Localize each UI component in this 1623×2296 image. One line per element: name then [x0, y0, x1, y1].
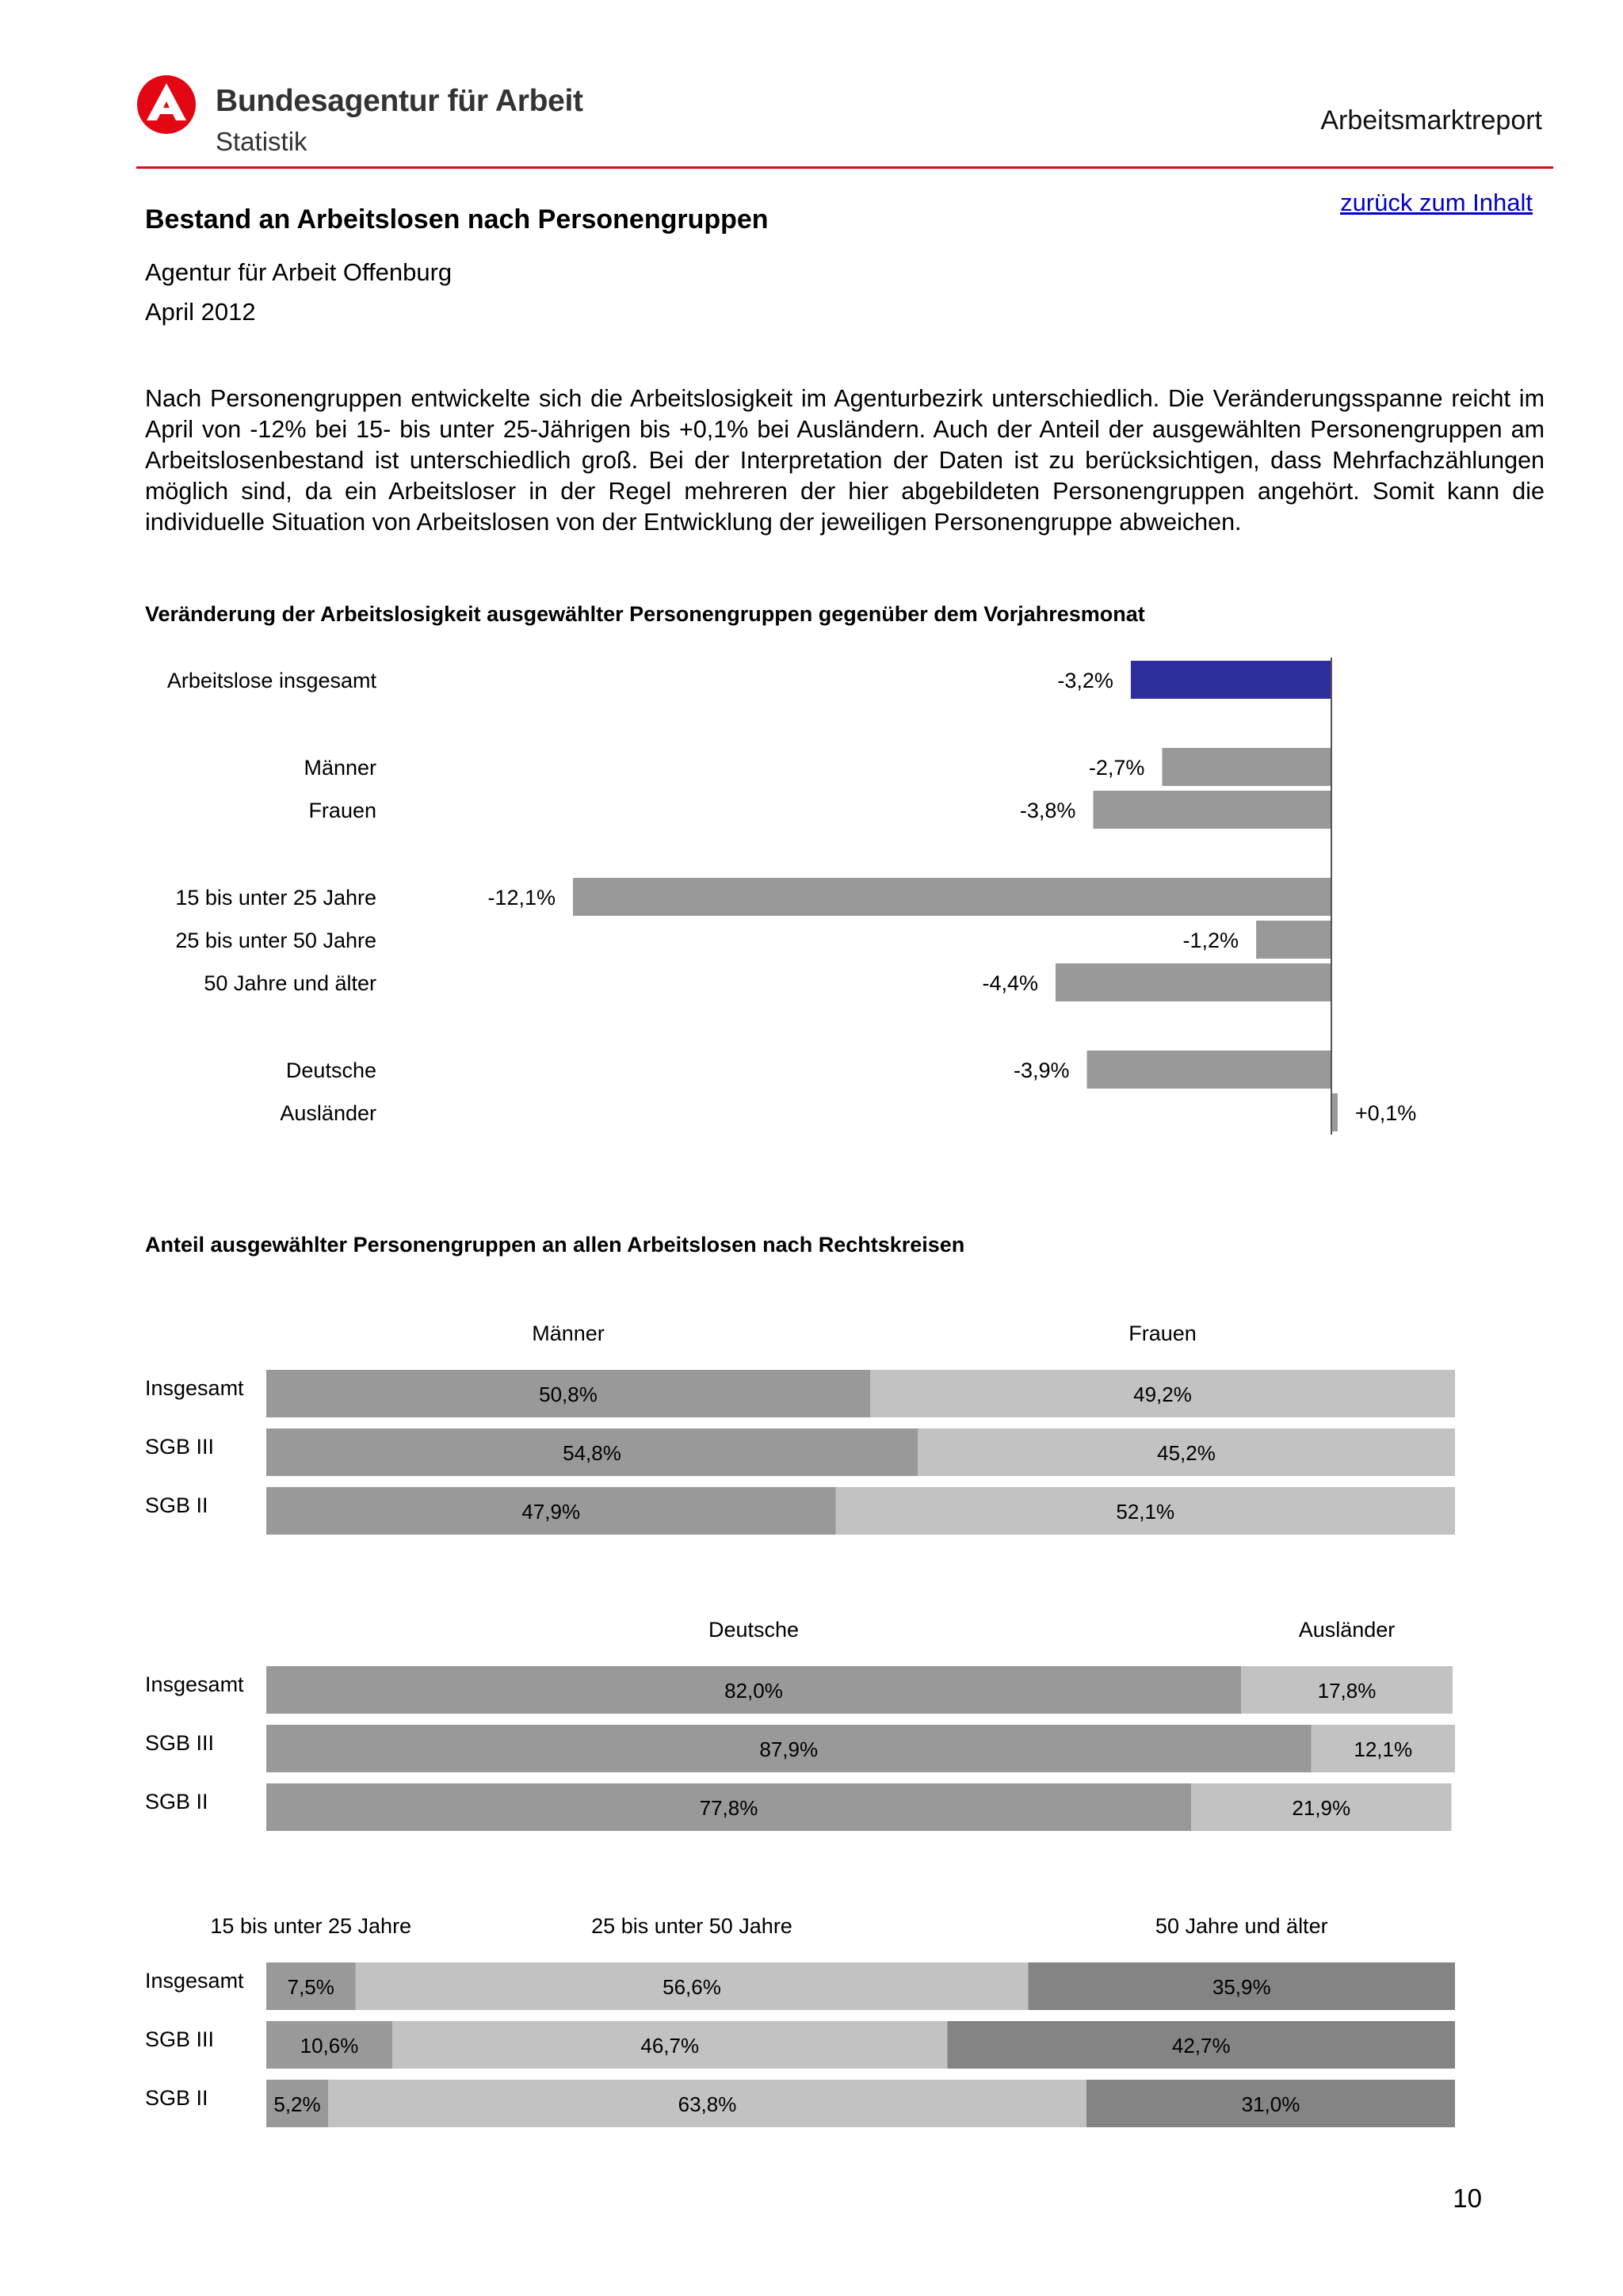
- series-label-deutsche: Deutsche: [708, 1618, 800, 1642]
- segment-label-deutsche-sgb-ii: 77,8%: [699, 1796, 758, 1820]
- series-label-auslaender: Ausländer: [1298, 1618, 1396, 1642]
- segment-label-maenner-insgesamt: 50,8%: [539, 1383, 598, 1406]
- bundesagentur-logo-icon: [136, 74, 197, 135]
- category-label-maenner: Männer: [304, 756, 376, 780]
- segment-label-maenner-sgb-ii: 47,9%: [521, 1500, 581, 1524]
- value-label-maenner: -2,7%: [1088, 756, 1145, 780]
- segment-label-50-jahre-und-aelter-sgb-iii: 42,7%: [1171, 2034, 1231, 2058]
- category-label-15-bis-unter-25-jahre: 15 bis unter 25 Jahre: [175, 886, 376, 910]
- segment-label-15-bis-unter-25-jahre-insgesamt: 7,5%: [287, 1975, 334, 1999]
- segment-label-auslaender-sgb-ii: 21,9%: [1292, 1796, 1351, 1820]
- category-label-frauen: Frauen: [308, 799, 376, 822]
- row-label-insgesamt: Insgesamt: [145, 1969, 244, 1993]
- row-label-sgb-iii: SGB III: [145, 2027, 215, 2051]
- segment-label-15-bis-unter-25-jahre-sgb-iii: 10,6%: [300, 2034, 359, 2058]
- segment-label-auslaender-sgb-iii: 12,1%: [1354, 1737, 1413, 1761]
- segment-label-frauen-sgb-iii: 45,2%: [1157, 1441, 1216, 1465]
- segment-label-25-bis-unter-50-jahre-sgb-ii: 63,8%: [678, 2092, 737, 2116]
- value-label-15-bis-unter-25-jahre: -12,1%: [487, 886, 556, 910]
- bar-auslaender: [1331, 1093, 1338, 1131]
- category-label-25-bis-unter-50-jahre: 25 bis unter 50 Jahre: [175, 929, 376, 952]
- page-title: Bestand an Arbeitslosen nach Personengruppen: [145, 204, 769, 235]
- change-bar-chart: [0, 650, 1623, 1220]
- value-label-25-bis-unter-50-jahre: -1,2%: [1182, 929, 1239, 952]
- segment-label-50-jahre-und-aelter-insgesamt: 35,9%: [1212, 1975, 1271, 1999]
- page-number: 10: [1453, 2183, 1482, 2213]
- series-label-frauen: Frauen: [1128, 1322, 1197, 1345]
- segment-label-deutsche-insgesamt: 82,0%: [724, 1679, 783, 1703]
- category-label-deutsche: Deutsche: [285, 1058, 376, 1082]
- series-label-maenner: Männer: [532, 1322, 605, 1345]
- category-label-50-jahre-und-aelter: 50 Jahre und älter: [204, 971, 376, 995]
- segment-label-25-bis-unter-50-jahre-insgesamt: 56,6%: [663, 1975, 721, 1999]
- share-stacked-bar-chart: [0, 1299, 1623, 2171]
- segment-label-15-bis-unter-25-jahre-sgb-ii: 5,2%: [273, 2092, 321, 2116]
- segment-label-auslaender-insgesamt: 17,8%: [1317, 1679, 1377, 1703]
- report-month: April 2012: [145, 298, 256, 326]
- series-label-25-bis-unter-50-jahre: 25 bis unter 50 Jahre: [591, 1914, 792, 1938]
- header-rule: [136, 166, 1553, 169]
- segment-label-maenner-sgb-iii: 54,8%: [563, 1441, 621, 1465]
- series-label-50-jahre-und-aelter: 50 Jahre und älter: [1155, 1914, 1328, 1938]
- row-label-sgb-ii: SGB II: [145, 1790, 208, 1814]
- segment-label-25-bis-unter-50-jahre-sgb-iii: 46,7%: [640, 2034, 700, 2058]
- row-label-insgesamt: Insgesamt: [145, 1672, 244, 1696]
- segment-label-deutsche-sgb-iii: 87,9%: [759, 1737, 819, 1761]
- row-label-sgb-iii: SGB III: [145, 1731, 215, 1755]
- value-label-50-jahre-und-aelter: -4,4%: [982, 971, 1038, 995]
- segment-label-frauen-insgesamt: 49,2%: [1133, 1383, 1192, 1406]
- report-name: Arbeitsmarktreport: [1320, 105, 1542, 135]
- row-label-insgesamt: Insgesamt: [145, 1376, 244, 1400]
- back-to-contents-link[interactable]: zurück zum Inhalt: [1340, 189, 1533, 216]
- chart-share-title: Anteil ausgewählter Personengruppen an allen Arbeitslosen nach Rechtskreisen: [145, 1233, 965, 1257]
- category-label-auslaender: Ausländer: [280, 1101, 376, 1125]
- segment-label-50-jahre-und-aelter-sgb-ii: 31,0%: [1241, 2092, 1300, 2116]
- value-label-frauen: -3,8%: [1019, 799, 1076, 822]
- agency-name: Agentur für Arbeit Offenburg: [145, 258, 453, 286]
- organization-subtitle: Statistik: [216, 127, 307, 156]
- intro-paragraph: Nach Personengruppen entwickelte sich die Arbeitslosigkeit im Agenturbezirk unterschiedlich. Die Veränderungsspanne reicht im April von -12% bei 15- bis unter 25-Jährigen bis +0,1% bei Ausländern. Auch der Anteil der ausgewählten Personengruppen am Arbeitslosenbestand ist unterschiedlich groß. Bei der Interpretation der Daten ist zu berücksichtigen, dass Mehrfachzählungen möglich sind, da ein Arbeitsloser in der Regel mehreren der hier abgebildeten Personengruppen angehört. Somit kann die individuelle Situation von Arbeitslosen von der Entwicklung der jeweiligen Personengruppe abweichen.: [145, 385, 1545, 536]
- category-label-arbeitslose-insgesamt: Arbeitslose insgesamt: [166, 669, 376, 692]
- bar-frauen: [1093, 791, 1331, 829]
- bar-15-bis-unter-25-jahre: [573, 878, 1331, 916]
- value-label-arbeitslose-insgesamt: -3,2%: [1057, 669, 1113, 692]
- chart-change-title: Veränderung der Arbeitslosigkeit ausgewählter Personengruppen gegenüber dem Vorjahresmonat: [145, 602, 1145, 626]
- organization-name: Bundesagentur für Arbeit: [216, 84, 583, 118]
- bar-deutsche: [1087, 1051, 1331, 1089]
- bar-arbeitslose-insgesamt: [1131, 661, 1331, 699]
- bar-maenner: [1162, 748, 1331, 786]
- value-label-auslaender: +0,1%: [1354, 1101, 1417, 1125]
- value-label-deutsche: -3,9%: [1013, 1058, 1070, 1082]
- segment-label-frauen-sgb-ii: 52,1%: [1116, 1500, 1175, 1524]
- bar-50-jahre-und-aelter: [1056, 963, 1331, 1001]
- row-label-sgb-iii: SGB III: [145, 1435, 215, 1459]
- row-label-sgb-ii: SGB II: [145, 2086, 208, 2110]
- series-label-15-bis-unter-25-jahre: 15 bis unter 25 Jahre: [210, 1914, 412, 1938]
- row-label-sgb-ii: SGB II: [145, 1493, 208, 1517]
- bar-25-bis-unter-50-jahre: [1256, 921, 1331, 959]
